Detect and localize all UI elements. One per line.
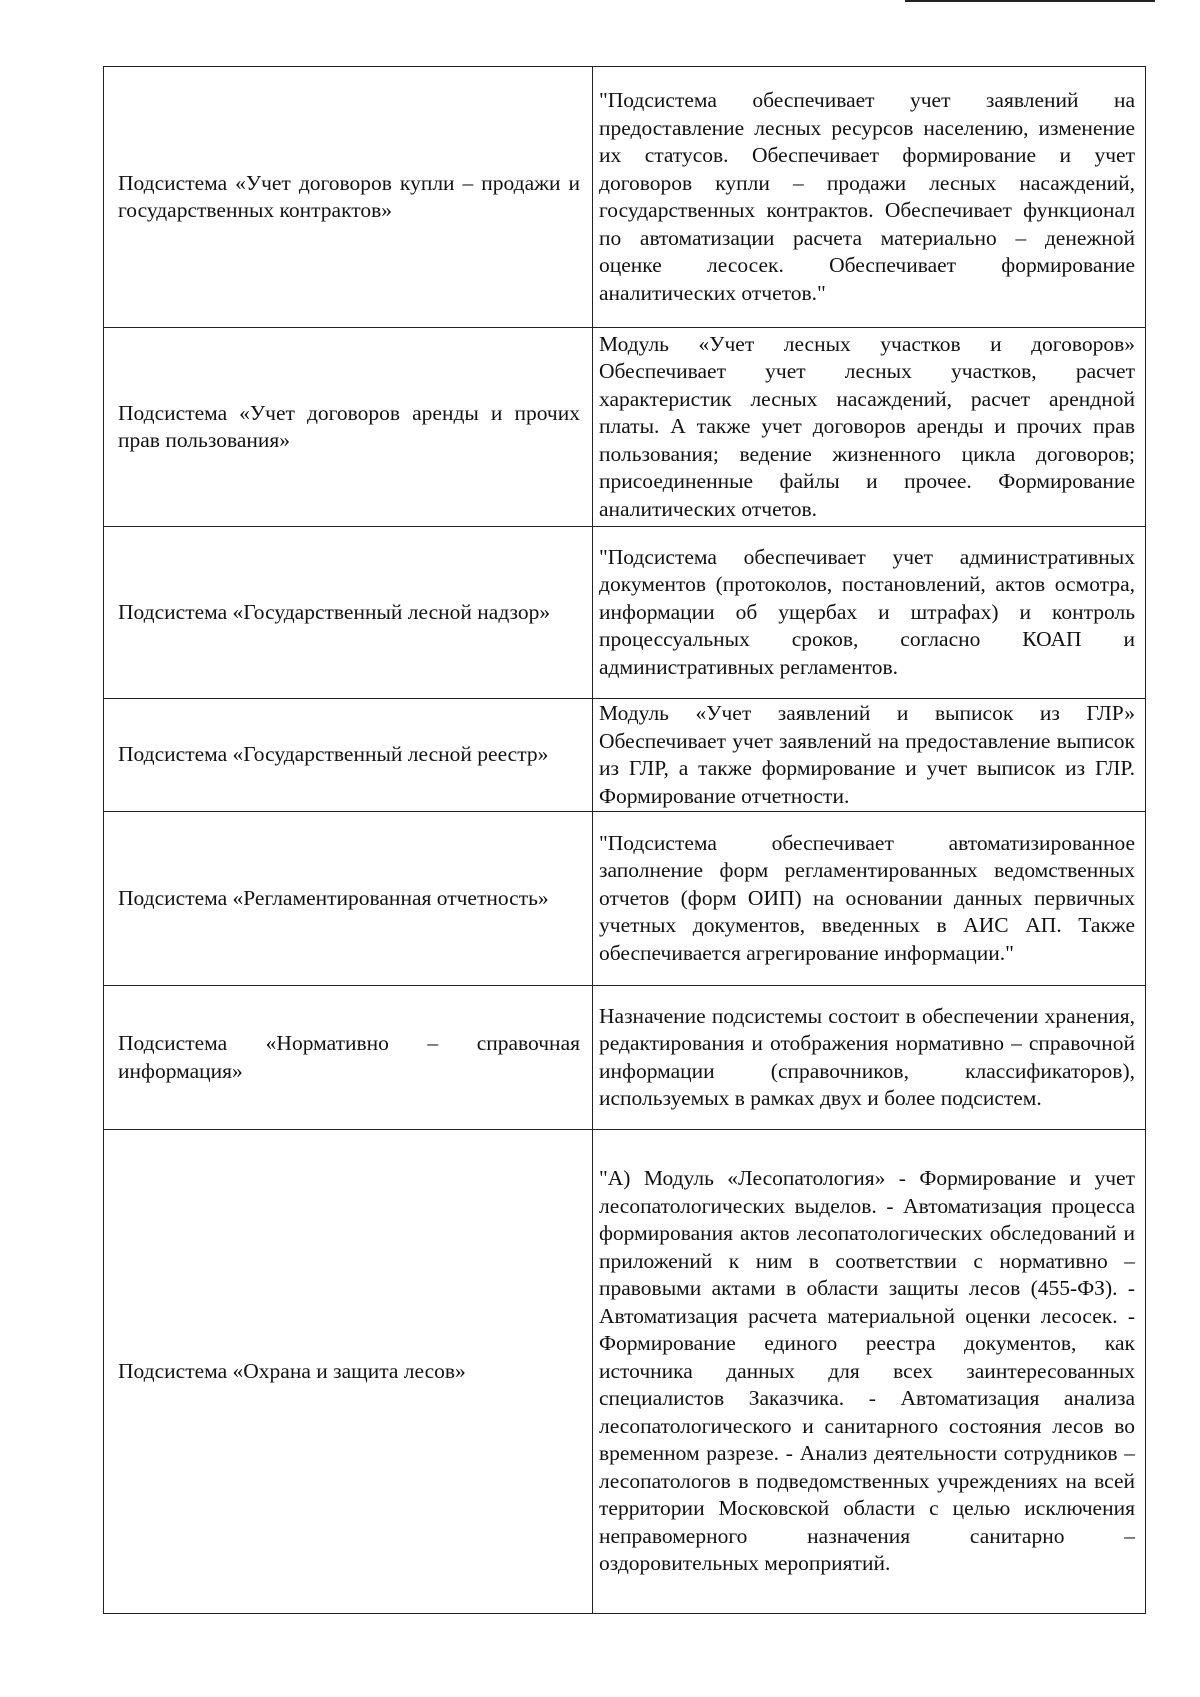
table-row <box>104 812 1146 986</box>
subsystem-description: Модуль «Учет заявлений и выписок из ГЛР» Обеспечивает учет заявлений на предоставление выписок из ГЛР, а также формирование и учет выписок из ГЛР. Формирование отчетности. <box>599 701 1135 808</box>
description-cell <box>593 699 1146 812</box>
description-cell <box>593 812 1146 986</box>
subsystems-table <box>103 66 1146 1614</box>
description-cell <box>593 67 1146 328</box>
subsystem-cell <box>104 699 593 812</box>
subsystem-name: Подсистема «Государственный лесной реестр» <box>118 742 549 767</box>
subsystem-cell <box>104 812 593 986</box>
subsystem-cell <box>104 328 593 527</box>
description-cell <box>593 986 1146 1130</box>
subsystem-description: "Подсистема обеспечивает автоматизированное заполнение форм регламентированных ведомственных отчетов (форм ОИП) на основании данных первичных учетных документов, введенных в АИС АП. Также обеспечивается агрегирование информации." <box>599 830 1135 965</box>
description-cell <box>593 1130 1146 1614</box>
subsystem-description: "Подсистема обеспечивает учет административных документов (протоколов, постановлений, актов осмотра, информации об ущербах и штрафах) и контроль процессуальных сроков, согласно КОАП и административных регламентов. <box>599 544 1135 679</box>
table-row <box>104 328 1146 527</box>
table-row <box>104 527 1146 699</box>
subsystem-description: "А) Модуль «Лесопатология» - Формирование и учет лесопатологических выделов. - Автоматизация процесса формирования актов лесопатологических обследований и приложений к ним в соответствии с нормативно – правовыми актами в области защиты лесов (455-ФЗ). - Автоматизация расчета материальной оценки лесосек. - Формирование единого реестра документов, как источника данных для всех заинтересованных специалистов Заказчика. - Автоматизация анализа лесопатологического и санитарного состояния лесов во временном разрезе. - Анализ деятельности сотрудников – лесопатологов в подведомственных учреждениях на всей территории Московской области с целью исключения неправомерного назначения санитарно – оздоровительных мероприятий. <box>599 1166 1135 1576</box>
subsystem-name: Подсистема «Регламентированная отчетность» <box>118 885 549 910</box>
subsystem-name: Подсистема «Государственный лесной надзор» <box>118 599 551 624</box>
description-cell <box>593 328 1146 527</box>
subsystem-cell <box>104 1130 593 1614</box>
subsystem-name: Подсистема «Учет договоров аренды и прочих прав пользования» <box>118 400 580 452</box>
table-row <box>104 986 1146 1130</box>
top-rule <box>905 0 1155 2</box>
subsystem-description: Назначение подсистемы состоит в обеспечении хранения, редактирования и отображения нормативно – справочной информации (справочников, классификаторов), используемых в рамках двух и более подсистем. <box>599 1003 1135 1110</box>
subsystem-cell <box>104 67 593 328</box>
table-row <box>104 699 1146 812</box>
subsystem-cell <box>104 527 593 699</box>
description-cell <box>593 527 1146 699</box>
subsystem-description: "Подсистема обеспечивает учет заявлений на предоставление лесных ресурсов населению, изменение их статусов. Обеспечивает формирование и учет договоров купли – продажи лесных насаждений, государственных контрактов. Обеспечивает функционал по автоматизации расчета материально – денежной оценке лесосек. Обеспечивает формирование аналитических отчетов." <box>599 88 1135 305</box>
table-row <box>104 67 1146 328</box>
subsystem-name: Подсистема «Нормативно – справочная информация» <box>118 1031 580 1083</box>
subsystem-description: Модуль «Учет лесных участков и договоров» Обеспечивает учет лесных участков, расчет характеристик лесных насаждений, расчет арендной платы. А также учет договоров аренды и прочих прав пользования; ведение жизненного цикла договоров; присоединенные файлы и прочее. Формирование аналитических отчетов. <box>599 331 1135 521</box>
table-row <box>104 1130 1146 1614</box>
subsystem-cell <box>104 986 593 1130</box>
subsystem-name: Подсистема «Учет договоров купли – продажи и государственных контрактов» <box>118 170 580 222</box>
subsystem-name: Подсистема «Охрана и защита лесов» <box>118 1358 466 1383</box>
